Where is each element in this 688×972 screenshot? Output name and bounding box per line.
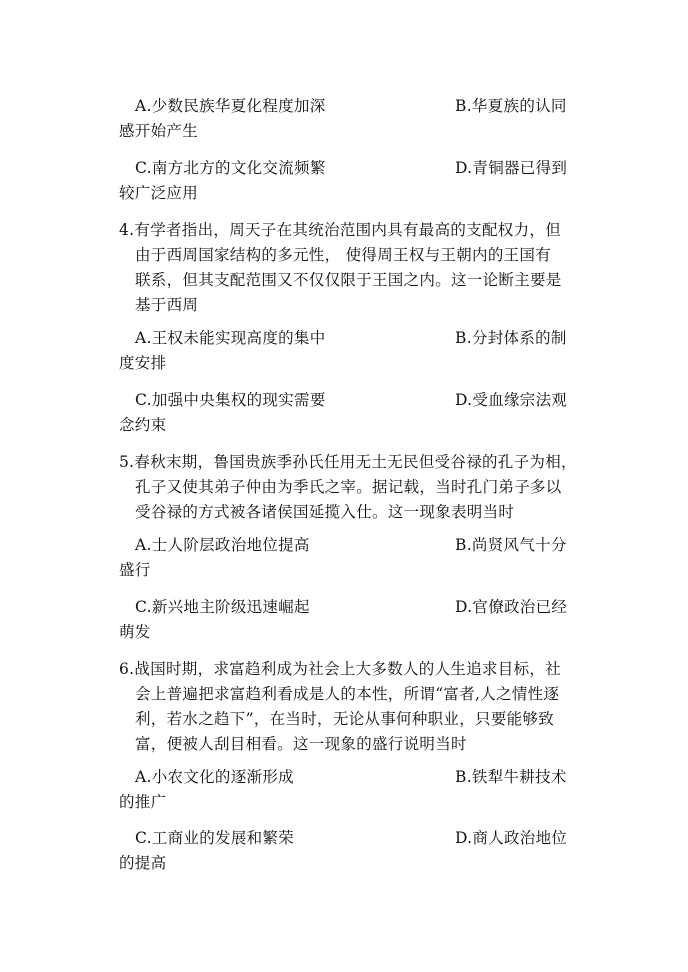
q5-option-b-continued: 盛行 bbox=[119, 561, 151, 579]
q4-stem-line: 基于西周 bbox=[135, 296, 199, 314]
q3-option-b-continued: 感开始产生 bbox=[119, 122, 199, 140]
q4-option-d-continued: 念约束 bbox=[119, 416, 167, 434]
q4-stem-line: 由于西周国家结构的多元性， 使得周王权与王朝内的王国有 bbox=[135, 246, 552, 264]
q6-option-b: B.铁犁牛耕技术 bbox=[455, 768, 567, 786]
q3-option-d-continued: 较广泛应用 bbox=[119, 184, 199, 202]
q3-option-a: A.少数民族华夏化程度加深 bbox=[135, 97, 326, 115]
q4-option-a: A.王权未能实现高度的集中 bbox=[135, 329, 326, 347]
q5-stem-line: 受谷禄的方式被各诸侯国延揽入仕。这一现象表明当时 bbox=[135, 503, 515, 521]
q6-stem-line: 6.战国时期，求富趋利成为社会上大多数人的人生追求目标，社 bbox=[119, 660, 561, 678]
q6-option-d: D.商人政治地位 bbox=[455, 829, 568, 847]
q4-option-c: C.加强中央集权的现实需要 bbox=[135, 391, 326, 409]
q5-option-d: D.官僚政治已经 bbox=[455, 598, 568, 616]
q5-option-c: C.新兴地主阶级迅速崛起 bbox=[135, 598, 310, 616]
q3-option-d: D.青铜器已得到 bbox=[455, 159, 568, 177]
q6-option-c: C.工商业的发展和繁荣 bbox=[135, 829, 295, 847]
q3-option-b: B.华夏族的认同 bbox=[455, 97, 567, 115]
q5-stem-line: 孔子又使其弟子仲由为季氏之宰。据记载，当时孔门弟子多以 bbox=[135, 478, 562, 496]
q5-option-d-continued: 萌发 bbox=[119, 623, 151, 641]
q6-stem-line: 富，便被人刮目相看。这一现象的盛行说明当时 bbox=[135, 735, 467, 753]
q6-stem-line: 利，若水之趋下”，在当时，无论从事何种职业，只要能够致 bbox=[135, 710, 555, 728]
q4-option-d: D.受血缘宗法观 bbox=[455, 391, 568, 409]
q5-option-a: A.士人阶层政治地位提高 bbox=[135, 536, 310, 554]
q6-option-b-continued: 的推广 bbox=[119, 793, 167, 811]
q5-option-b: B.尚贤风气十分 bbox=[455, 536, 567, 554]
q6-stem-line: 会上普遍把求富趋利看成是人的本性，所谓“富者,人之情性逐 bbox=[135, 685, 560, 703]
q4-stem-line: 4.有学者指出，周天子在其统治范围内具有最高的支配权力，但 bbox=[119, 221, 561, 239]
q5-stem-line: 5.春秋末期，鲁国贵族季孙氏任用无土无民但受谷禄的孔子为相， bbox=[119, 453, 577, 471]
q6-option-d-continued: 的提高 bbox=[119, 854, 167, 872]
q4-option-b: B.分封体系的制 bbox=[455, 329, 567, 347]
q6-option-a: A.小农文化的逐渐形成 bbox=[135, 768, 294, 786]
q4-option-b-continued: 度安排 bbox=[119, 354, 167, 372]
q3-option-c: C.南方北方的文化交流频繁 bbox=[135, 159, 326, 177]
q4-stem-line: 联系，但其支配范围又不仅仅限于王国之内。这一论断主要是 bbox=[135, 271, 562, 289]
